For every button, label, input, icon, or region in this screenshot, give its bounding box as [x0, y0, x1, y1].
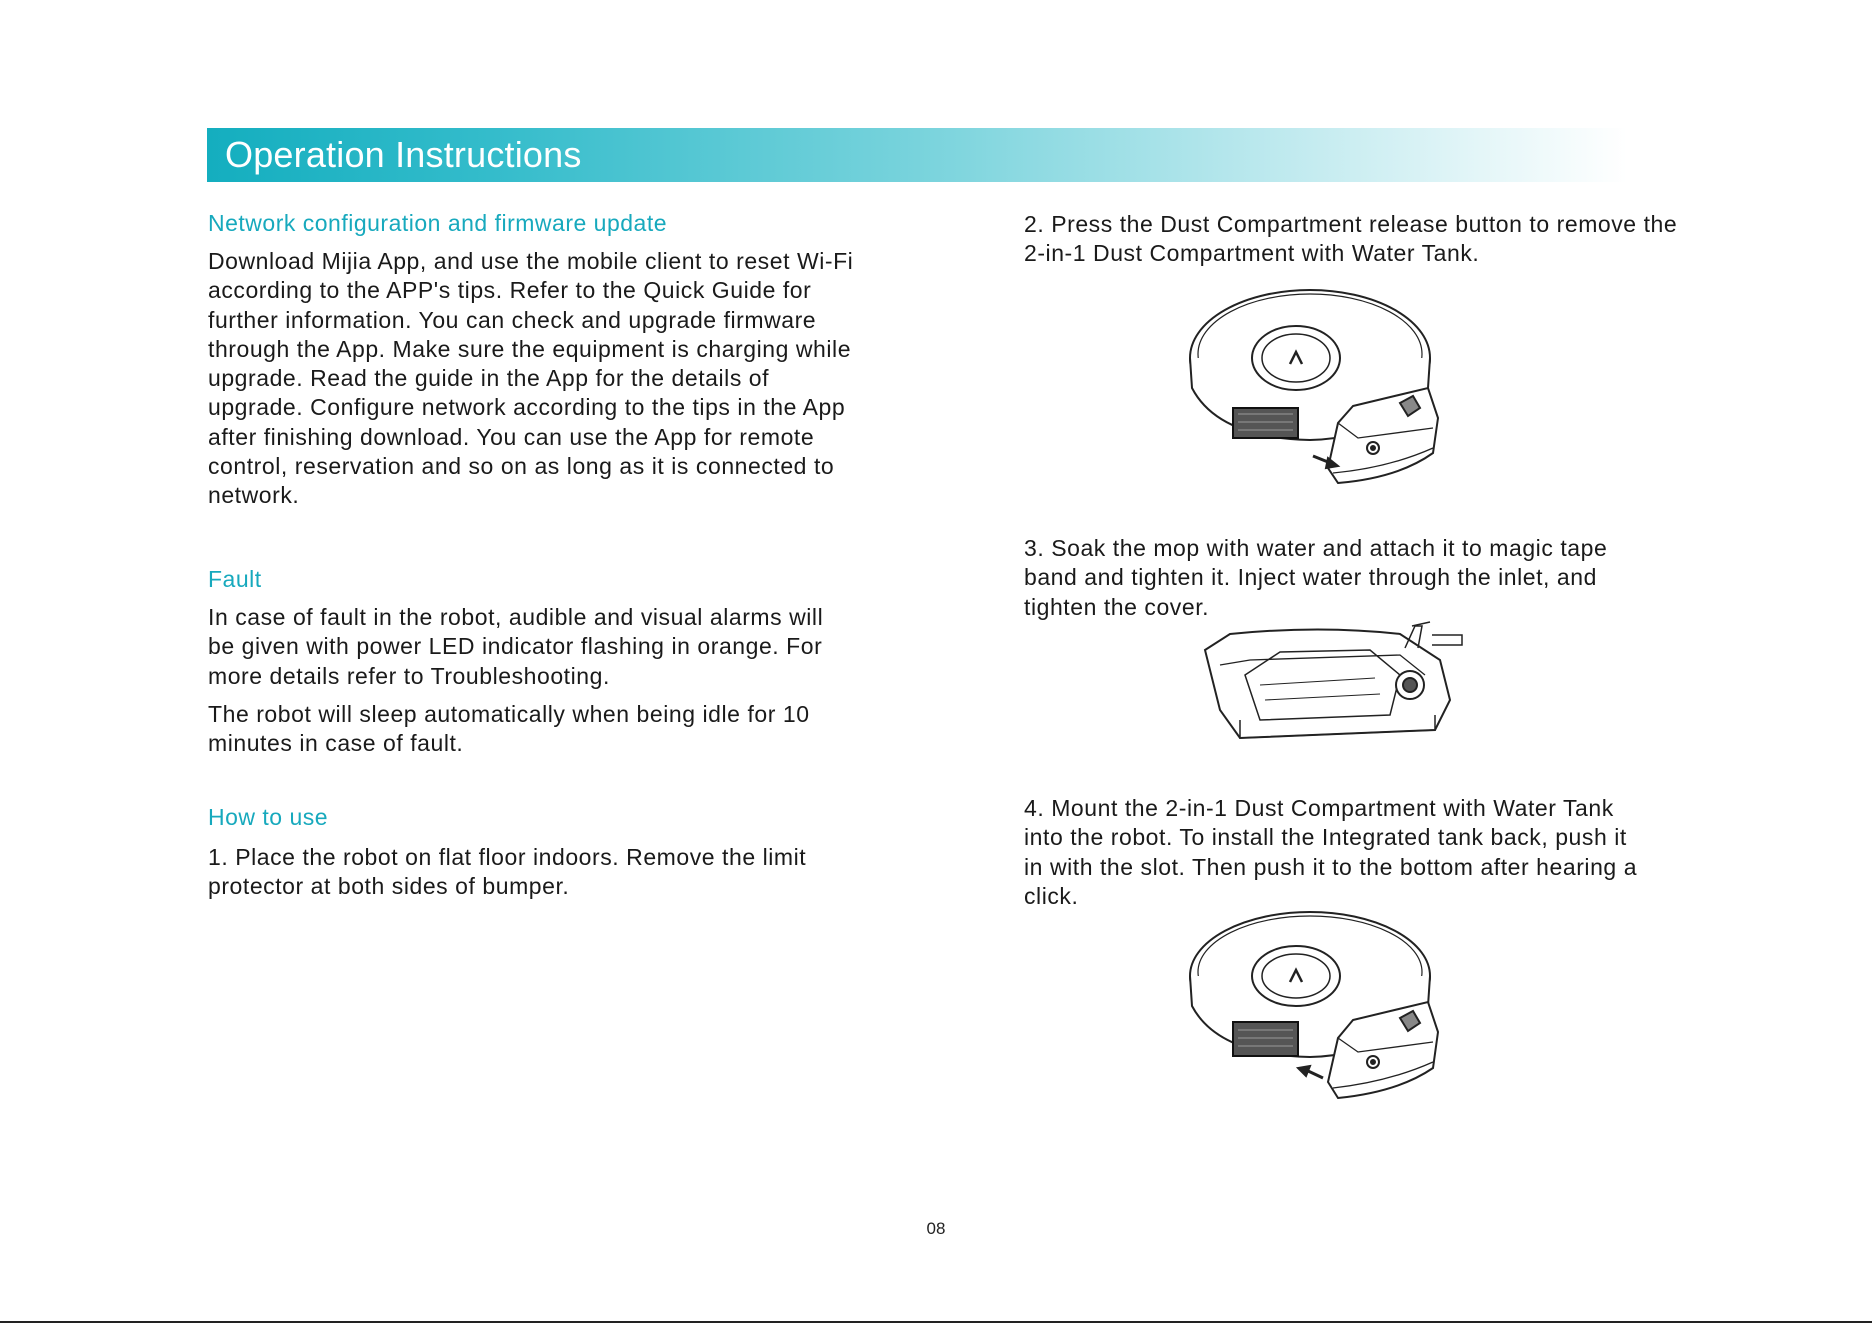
text-line: In case of fault in the robot, audible and visual alarms will [208, 604, 824, 630]
how-to-use-heading: How to use [208, 804, 329, 830]
section-title: Operation Instructions [225, 134, 582, 175]
text-line: further information. You can check and upgrade firmware [208, 306, 817, 333]
text-line: be given with power LED indicator flashing in orange. For [208, 633, 823, 660]
network-paragraph [208, 247, 908, 511]
step-3-paragraph [1024, 534, 1684, 622]
text-line: more details refer to Troubleshooting. [208, 662, 610, 689]
text-line: in with the slot. Then push it to the bottom after hearing a [1024, 853, 1638, 880]
text-line: according to the APP's tips. Refer to the Quick Guide for [208, 277, 812, 304]
fault-heading: Fault [208, 566, 262, 592]
network-heading: Network configuration and firmware update [208, 210, 668, 236]
bottom-rule [0, 1321, 1872, 1323]
fault-paragraph-1 [208, 603, 908, 691]
step-2-paragraph [1024, 210, 1684, 269]
text-line: 2. Press the Dust Compartment release button to remove the [1024, 211, 1678, 237]
text-line: 4. Mount the 2-in-1 Dust Compartment with Water Tank [1024, 795, 1614, 821]
text-line: The robot will sleep automatically when being idle for 10 [208, 701, 810, 727]
text-line: Download Mijia App, and use the mobile client to reset Wi-Fi [208, 248, 854, 274]
section-banner [207, 128, 1627, 182]
text-line: band and tighten it. Inject water through the inlet, and [1024, 564, 1597, 591]
page-number: 08 [926, 1219, 946, 1238]
fault-paragraph-2 [208, 700, 908, 759]
text-line: upgrade. Configure network according to the tips in the App [208, 394, 846, 421]
text-line: tighten the cover. [1024, 593, 1210, 620]
text-line: through the App. Make sure the equipment is charging while [208, 335, 852, 362]
step-1-paragraph [208, 843, 908, 902]
text-line: upgrade. Read the guide in the App for the details of [208, 365, 770, 392]
text-line: control, reservation and so on as long as it is connected to [208, 453, 835, 480]
text-line: after finishing download. You can use the App for remote [208, 423, 815, 450]
text-line: minutes in case of fault. [208, 730, 464, 757]
water-tank-filling-illustration [1200, 620, 1470, 760]
text-line: into the robot. To install the Integrated tank back, push it [1024, 824, 1627, 851]
text-line: 3. Soak the mop with water and attach it to magic tape [1024, 535, 1608, 561]
text-line: 1. Place the robot on flat floor indoors. Remove the limit [208, 844, 807, 870]
step-4-paragraph [1024, 794, 1684, 911]
text-line: network. [208, 482, 300, 509]
robot-installing-tank-illustration [1188, 910, 1468, 1110]
text-line: 2-in-1 Dust Compartment with Water Tank. [1024, 240, 1480, 267]
text-line: click. [1024, 882, 1079, 909]
text-line: protector at both sides of bumper. [208, 873, 570, 900]
robot-removing-tank-illustration [1188, 288, 1468, 498]
